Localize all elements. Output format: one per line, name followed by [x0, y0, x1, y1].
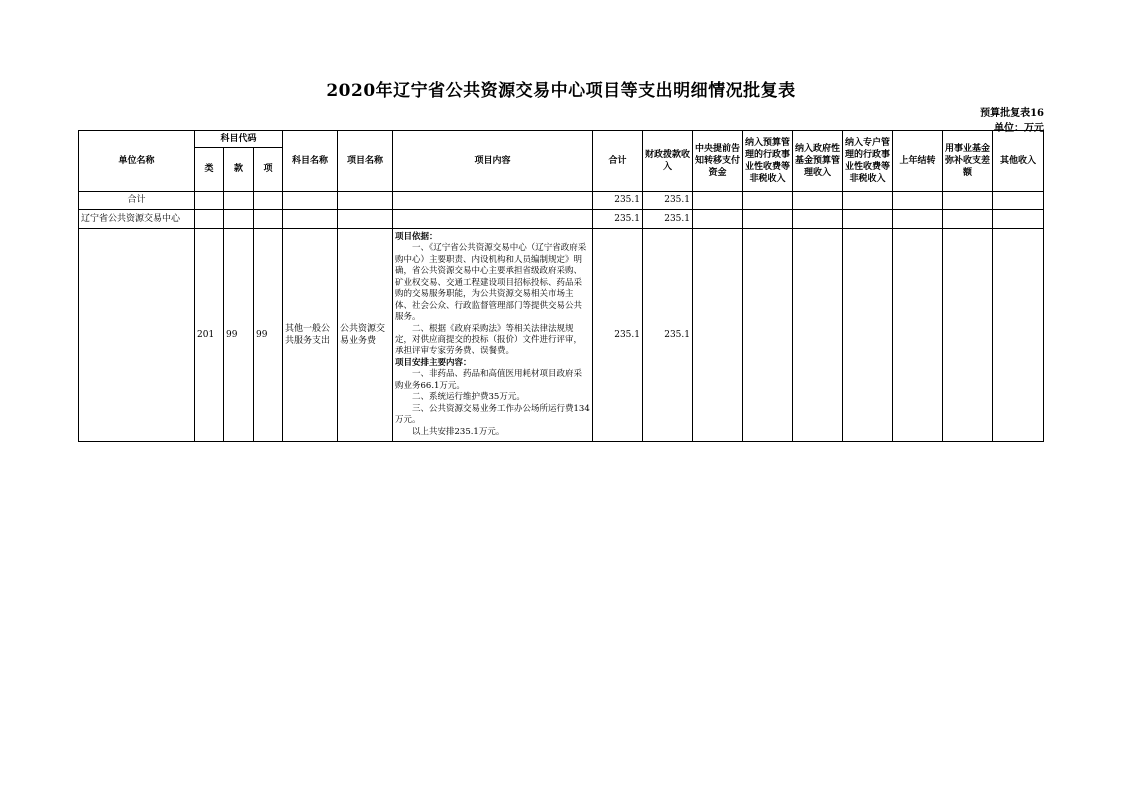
header-fiscal: 财政拨款收入: [643, 131, 693, 192]
total-row-fiscal: 235.1: [643, 192, 693, 210]
header-xiang: 项: [254, 148, 283, 192]
table-row-total: [79, 192, 1044, 210]
arrange-sum: 以上共安排235.1万元。: [412, 426, 505, 437]
arrange-title: 项目安排主要内容：: [395, 357, 472, 368]
header-lei: 类: [195, 148, 224, 192]
header-unit-name: 单位名称: [79, 131, 195, 192]
arrange-item-3: 三、公共资源交易业务工作办公场所运行费134万元。: [395, 403, 590, 426]
detail-lei: 201: [195, 229, 224, 442]
header-central-transfer: 中央提前告知转移支付资金: [693, 131, 743, 192]
header-project-name: 项目名称: [338, 131, 393, 192]
header-special-account: 纳入专户管理的行政事业性收费等非税收入: [843, 131, 893, 192]
approval-table: [78, 130, 1044, 442]
detail-project-content: [393, 229, 593, 442]
header-business-fund: 用事业基金弥补收支差额: [943, 131, 993, 192]
header-other: 其他收入: [993, 131, 1044, 192]
form-number: 预算批复表16: [980, 108, 1044, 119]
header-subject-code: 科目代码: [195, 131, 283, 148]
detail-project-name: 公共资源交易业务费: [338, 229, 393, 442]
unit-row-total: 235.1: [593, 210, 643, 229]
header-subject-name: 科目名称: [283, 131, 338, 192]
arrange-item-1: 一、非药品、药品和高值医用耗材项目政府采购业务66.1万元。: [395, 369, 583, 391]
page-title: 2020年辽宁省公共资源交易中心项目等支出明细情况批复表: [326, 81, 796, 101]
total-row-total: 235.1: [593, 192, 643, 210]
header-project-content: 项目内容: [393, 131, 593, 192]
total-row-label: 合计: [79, 192, 195, 210]
unit-row-label: 辽宁省公共资源交易中心: [79, 210, 195, 229]
unit-label: 单位：万元: [994, 123, 1044, 134]
header-budget-mgmt: 纳入预算管理的行政事业性收费等非税收入: [743, 131, 793, 192]
detail-xiang: 99: [254, 229, 283, 442]
header-total: 合计: [593, 131, 643, 192]
basis-item-2: 二、根据《政府采购法》等相关法律法规规定，对供应商提交的投标（报价）文件进行评审，承担评审专家劳务费、误餐费。: [395, 323, 583, 357]
table-row-unit: [79, 210, 1044, 229]
basis-title: 项目依据：: [395, 231, 438, 242]
detail-fiscal: 235.1: [643, 229, 693, 442]
table-row-detail: [79, 229, 1044, 442]
detail-kuan: 99: [224, 229, 254, 442]
detail-subject-name: 其他一般公共服务支出: [283, 229, 338, 442]
header-row-1: [79, 131, 1044, 148]
header-prev-carryover: 上年结转: [893, 131, 943, 192]
arrange-item-2: 二、系统运行维护费35万元。: [412, 392, 525, 403]
header-gov-fund: 纳入政府性基金预算管理收入: [793, 131, 843, 192]
unit-row-fiscal: 235.1: [643, 210, 693, 229]
basis-item-1: 一、《辽宁省公共资源交易中心（辽宁省政府采购中心）主要职责、内设机构和人员编制规定》明确，省公共资源交易中心主要承担省级政府采购、矿业权交易、交通工程建设项目招标投标、药品采购的交易服务职能，为公共资源交易相关市场主体、社会公众、行政监督管理部门等提供交易公共服务。: [395, 243, 587, 323]
detail-total: 235.1: [593, 229, 643, 442]
header-kuan: 款: [224, 148, 254, 192]
